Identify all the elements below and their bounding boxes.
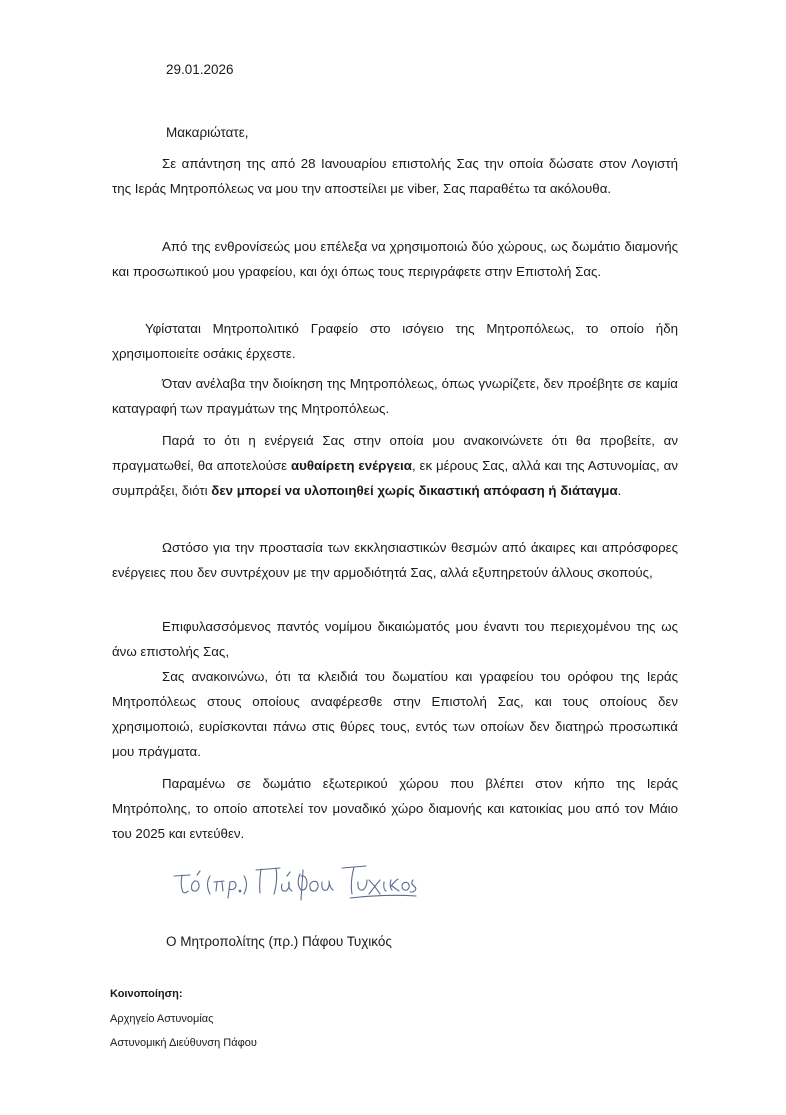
paragraph-6-text: Ωστόσο για την προστασία των εκκλησιαστικών θεσμών από άκαιρες και απρόσφορες ενέργειες που δεν συντρέχουν με την αρμοδιότητά Σας, αλλά εξυπηρετούν άλλους σκοπούς, bbox=[112, 540, 678, 580]
paragraph-8-text: Σας ανακοινώνω, ότι τα κλειδιά του δωματίου και γραφείου του ορόφου της Ιεράς Μητροπόλεως στους οποίους αναφέρεσθε στην Επιστολή Σας, και τους οποίους δεν χρησιμοποιώ, ευρίσκονται πάνω στις θύρες τους, εντός των οποίων δεν διατηρώ προσωπικά μου πράγματα. bbox=[112, 669, 678, 759]
cc-item: Αρχηγείο Αστυνομίας bbox=[110, 1013, 214, 1025]
paragraph-6 bbox=[112, 535, 678, 585]
cc-item: Αστυνομική Διεύθυνση Πάφου bbox=[110, 1037, 257, 1049]
paragraph-5-bold-a: αυθαίρετη ενέργεια bbox=[290, 458, 412, 473]
paragraph-5 bbox=[112, 428, 678, 503]
paragraph-2 bbox=[112, 234, 678, 284]
paragraph-7 bbox=[112, 614, 678, 664]
paragraph-4-text: Όταν ανέλαβα την διοίκηση της Μητροπόλεως, όπως γνωρίζετε, δεν προέβητε σε καμία καταγραφή των πραγμάτων της Μητροπόλεως. bbox=[112, 376, 678, 416]
paragraph-5-bold-b: δεν μπορεί να υλοποιηθεί χωρίς δικαστική απόφαση ή διάταγμα bbox=[211, 483, 618, 498]
paragraph-1 bbox=[112, 151, 678, 201]
letter-date: 29.01.2026 bbox=[166, 62, 234, 77]
paragraph-4 bbox=[112, 371, 678, 421]
paragraph-5-text-a: Παρά το ότι η ενέργειά Σας στην οποία μου ανακοινώνετε ότι θα προβείτε, αν πραγματωθεί, θα αποτελούσε bbox=[112, 433, 678, 473]
paragraph-5-text-c: , εκ μέρους Σας, αλλά και της Αστυνομίας, αν συμπράξει, διότι bbox=[112, 458, 678, 498]
signature-name: Ο Μητροπολίτης (πρ.) Πάφου Τυχικός bbox=[166, 934, 392, 949]
paragraph-1-text: Σε απάντηση της από 28 Ιανουαρίου επιστολής Σας την οποία δώσατε στον Λογιστή της Ιεράς Μητροπόλεως να μου την αποστείλει με viber, Σας παραθέτω τα ακόλουθα. bbox=[112, 156, 678, 196]
paragraph-5-text-e: . bbox=[617, 483, 622, 498]
handwritten-signature bbox=[170, 858, 420, 906]
paragraph-7-text: Επιφυλασσόμενος παντός νομίμου δικαιώματός μου έναντι του περιεχομένου της ως άνω επιστολής Σας, bbox=[112, 619, 678, 659]
salutation: Μακαριώτατε, bbox=[166, 125, 249, 140]
paragraph-9-text: Παραμένω σε δωμάτιο εξωτερικού χώρου που βλέπει στον κήπο της Ιεράς Μητρόπολης, το οποίο αποτελεί τον μοναδικό χώρο διαμονής και κατοικίας μου από τον Μάιο του 2025 και εντεύθεν. bbox=[112, 776, 678, 841]
paragraph-8 bbox=[112, 664, 678, 764]
cc-title: Κοινοποίηση: bbox=[110, 988, 183, 1000]
paragraph-9 bbox=[112, 771, 678, 846]
paragraph-3 bbox=[112, 316, 678, 366]
paragraph-3-text: Υφίσταται Μητροπολιτικό Γραφείο στο ισόγειο της Μητροπόλεως, το οποίο ήδη χρησιμοποιείτε οσάκις έρχεστε. bbox=[112, 321, 678, 361]
paragraph-2-text: Από της ενθρονίσεώς μου επέλεξα να χρησιμοποιώ δύο χώρους, ως δωμάτιο διαμονής και προσωπικού μου γραφείου, και όχι όπως τους περιγράφετε στην Επιστολή Σας. bbox=[112, 239, 678, 279]
